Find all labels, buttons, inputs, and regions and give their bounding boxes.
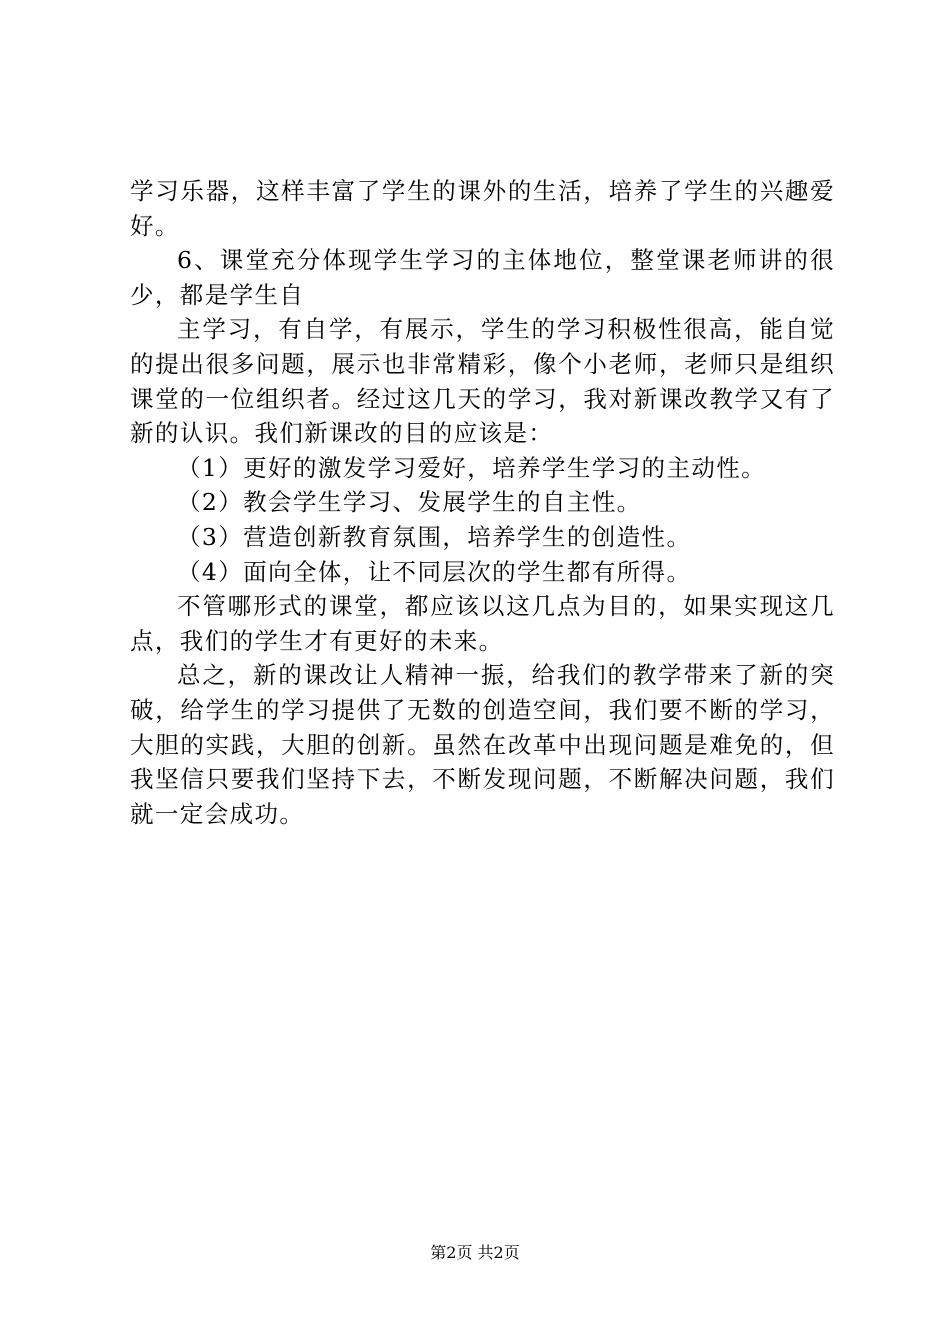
paragraph-list-item-4: （4）面向全体，让不同层次的学生都有所得。 bbox=[177, 557, 692, 586]
paragraph-list-item-1: （1）更好的激发学习爱好，培养学生学习的主动性。 bbox=[177, 453, 767, 482]
page-number-footer: 第2页 共2页 bbox=[430, 1243, 520, 1262]
paragraph-list-item-3: （3）营造创新教育氛围，培养学生的创造性。 bbox=[177, 522, 692, 551]
paragraph-3: 主学习，有自学，有展示，学生的学习积极性很高，能自觉的提出很多问题，展示也非常精彩，像个小老师，老师只是组织课堂的一位组织者。经过这几天的学习，我对新课改教学又有了新的认识。我们新课改的目的应该是： bbox=[130, 315, 835, 448]
paragraph-list-item-2: （2）教会学生学习、发展学生的自主性。 bbox=[177, 488, 642, 517]
document-body bbox=[130, 174, 835, 831]
paragraph-2: 6、课堂充分体现学生学习的主体地位，整堂课老师讲的很少，都是学生自 bbox=[130, 246, 835, 309]
paragraph-8: 不管哪形式的课堂，都应该以这几点为目的，如果实现这几点，我们的学生才有更好的未来。 bbox=[130, 592, 835, 655]
paragraph-1: 学习乐器，这样丰富了学生的课外的生活，培养了学生的兴趣爱好。 bbox=[130, 177, 835, 240]
paragraph-conclusion: 总之，新的课改让人精神一振，给我们的教学带来了新的突破，给学生的学习提供了无数的创造空间，我们要不断的学习，大胆的实践，大胆的创新。虽然在改革中出现问题是难免的，但我坚信只要我们坚持下去，不断发现问题，不断解决问题，我们就一定会成功。 bbox=[130, 661, 835, 828]
